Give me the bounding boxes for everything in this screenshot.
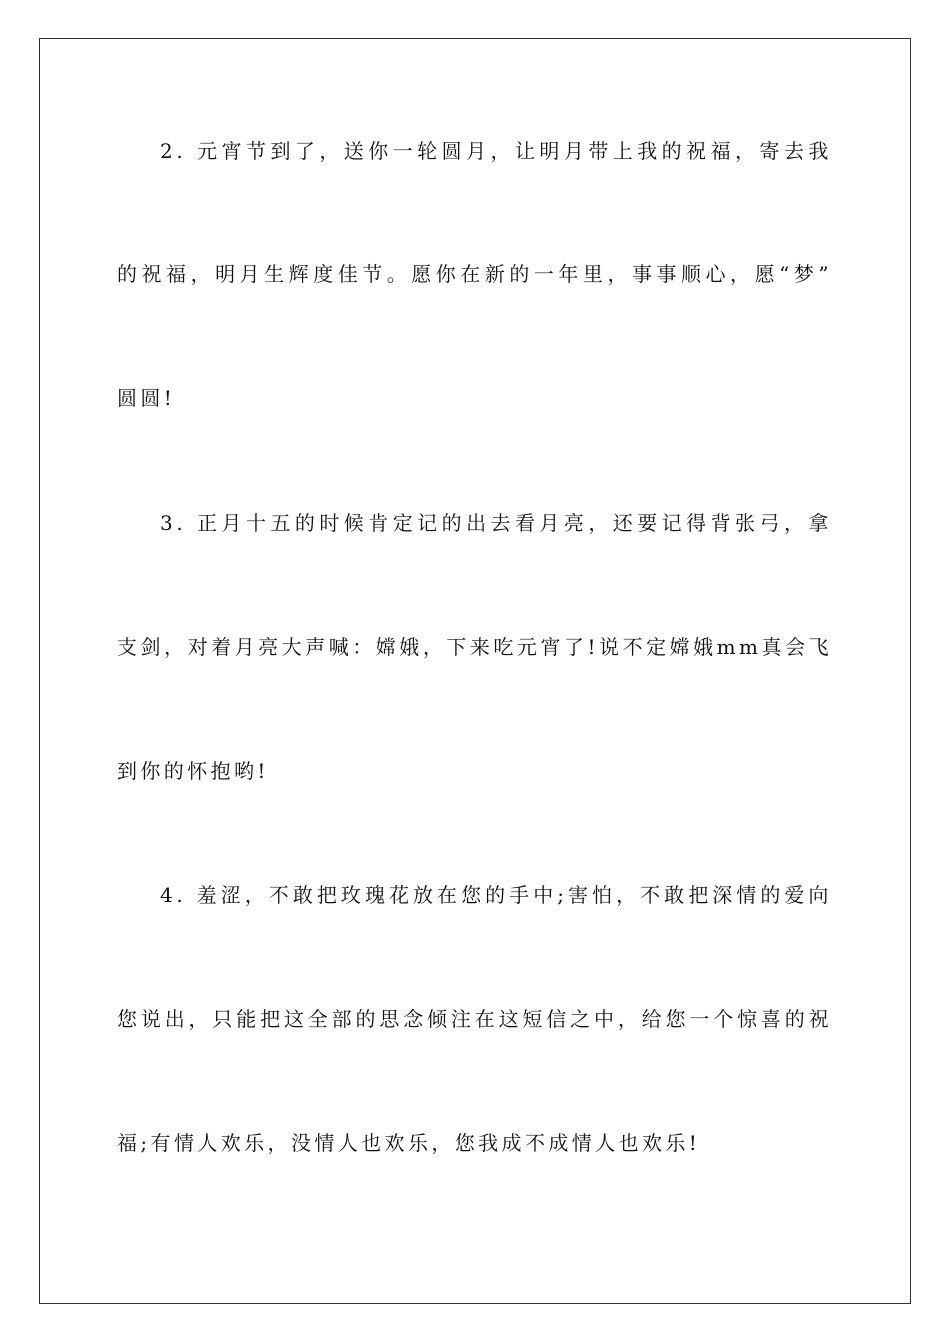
paragraph-2-line-1: 2. 元宵节到了，送你一轮圆月，让明月带上我的祝福，寄去我 — [160, 139, 832, 163]
paragraph-2-line-2: 的祝福，明月生辉度佳节。愿你在新的一年里，事事顺心，愿“梦” — [117, 262, 832, 286]
paragraph-4-line-2: 您说出，只能把这全部的思念倾注在这短信之中，给您一个惊喜的祝 — [117, 1007, 832, 1031]
paragraph-4-line-1: 4. 羞涩，不敢把玫瑰花放在您的手中;害怕，不敢把深情的爱向 — [160, 883, 832, 907]
paragraph-3-line-3: 到你的怀抱哟! — [117, 759, 269, 783]
paragraph-4-line-3: 福;有情人欢乐，没情人也欢乐，您我成不成情人也欢乐! — [117, 1131, 701, 1155]
paragraph-3-line-2: 支剑，对着月亮大声喊：嫦娥，下来吃元宵了!说不定嫦娥mm真会飞 — [117, 635, 832, 659]
paragraph-3-line-1: 3. 正月十五的时候肯定记的出去看月亮，还要记得背张弓，拿 — [160, 511, 832, 535]
paragraph-2-line-3: 圆圆! — [117, 386, 176, 410]
page-frame — [39, 38, 911, 1304]
